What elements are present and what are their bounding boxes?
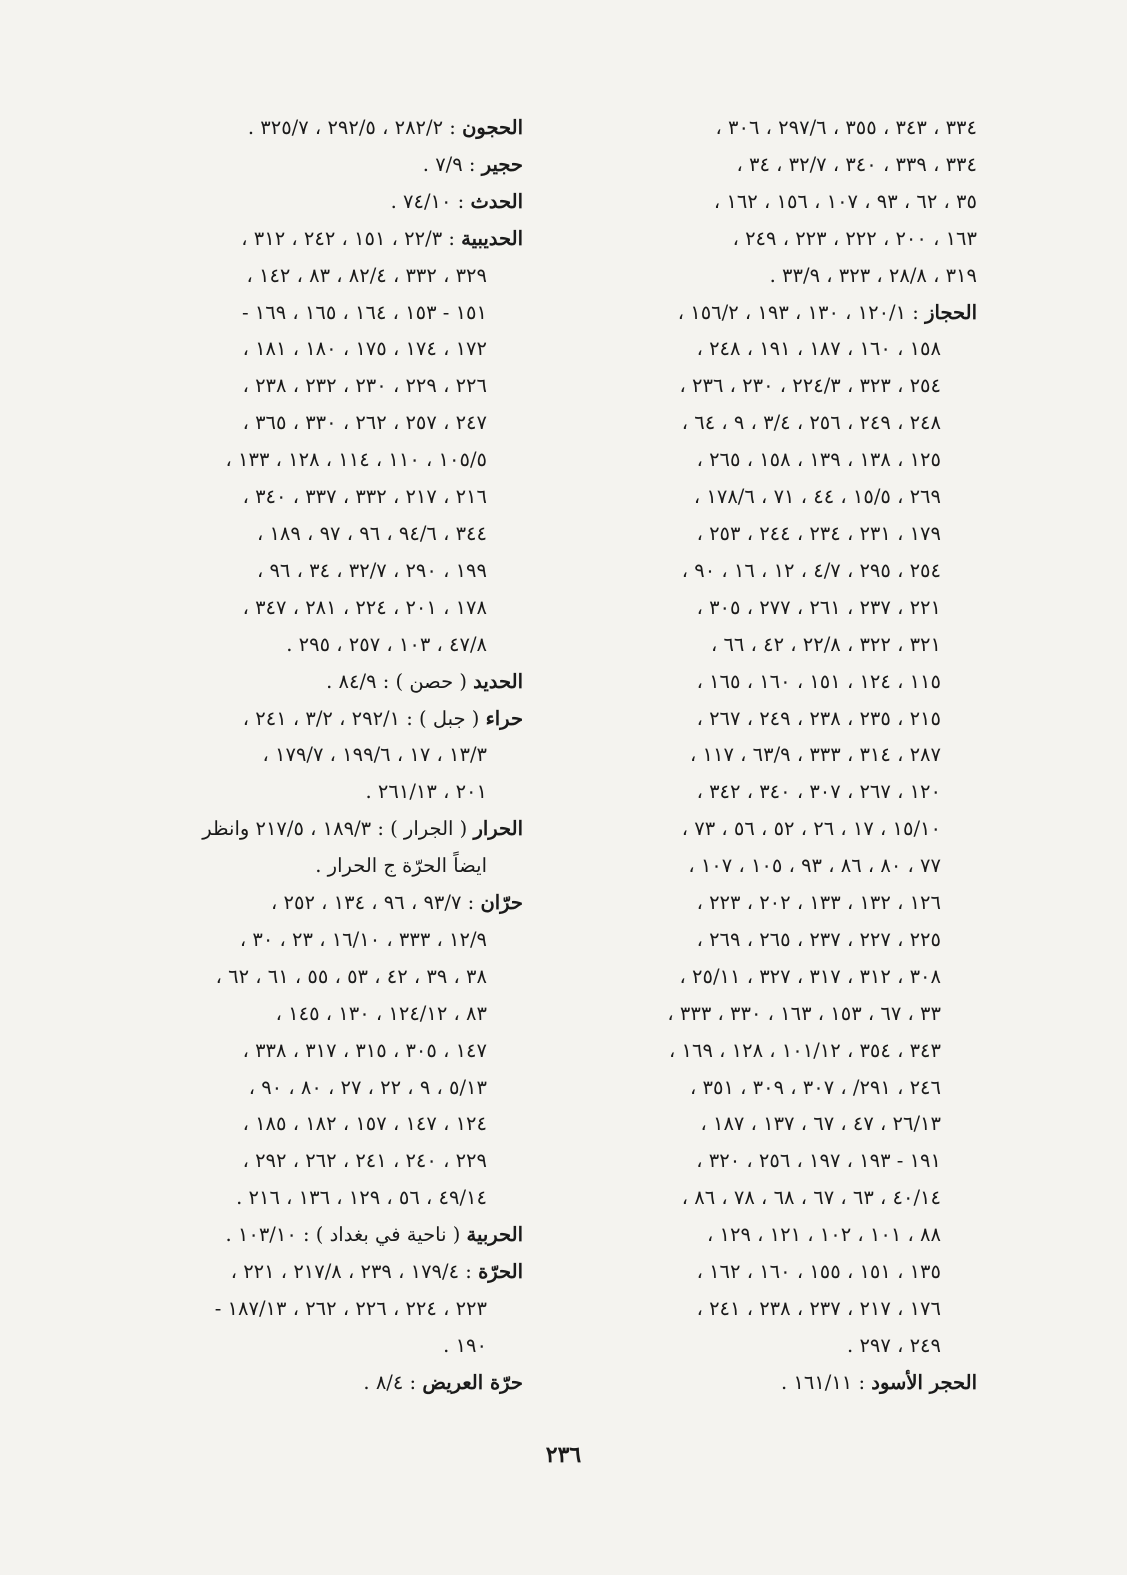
entry-references: : ٨/٤ . — [363, 1370, 417, 1394]
index-entry — [113, 701, 523, 812]
entry-continuation-line: ٤٩/١٤ ، ٥٦ ، ١٢٩ ، ١٣٦ ، ٢١٦ . — [236, 1186, 487, 1210]
entry-continuation-line: ١٩٩ ، ٢٩٠ ، ٣٢/٧ ، ٣٤ ، ٩٦ ، — [256, 558, 487, 582]
entry-first-line — [113, 110, 523, 147]
entry-term: الحربية — [466, 1223, 523, 1247]
entry-continuation-line: ١٩٠ . — [443, 1333, 487, 1357]
entry-continuation-line: ٧٧ ، ٨٠ ، ٨٦ ، ٩٣ ، ١٠٥ ، ١٠٧ ، — [688, 854, 941, 878]
entry-continuation-line: ٤٠/١٤ ، ٦٣ ، ٦٧ ، ٦٨ ، ٧٨ ، ٨٦ ، — [681, 1186, 941, 1210]
entry-continuation-line: ٣٥ ، ٦٢ ، ٩٣ ، ١٠٧ ، ١٥٦ ، ١٦٢ ، — [713, 189, 977, 213]
entry-references: ( الجرار ) : ١٨٩/٣ ، ٢١٧/٥ وانظر — [202, 817, 468, 841]
entry-continuation-line: ٢٤٩ ، ٢٩٧ . — [847, 1333, 941, 1357]
entry-continuation-line: ٢٢١ ، ٢٣٧ ، ٢٦١ ، ٢٧٧ ، ٣٠٥ ، — [696, 595, 941, 619]
entry-term: الحجر الأسود — [871, 1370, 977, 1394]
entry-continuation-line: ١٥/١٠ ، ١٧ ، ٢٦ ، ٥٢ ، ٥٦ ، ٧٣ ، — [681, 817, 941, 841]
entry-first-line — [113, 1217, 523, 1254]
entry-references: : ٢٨٢/٢ ، ٢٩٢/٥ ، ٣٢٥/٧ . — [247, 116, 456, 139]
entry-references: : ٩٣/٧ ، ٩٦ ، ١٣٤ ، ٢٥٢ ، — [271, 891, 475, 915]
entry-continuation-line: ٢٢٦ ، ٢٢٩ ، ٢٣٠ ، ٢٣٢ ، ٢٣٨ ، — [242, 374, 487, 398]
entry-continuation-line: ١٣٥ ، ١٥١ ، ١٥٥ ، ١٦٠ ، ١٦٢ ، — [696, 1260, 941, 1284]
entry-continuation-line: ١٩١ - ١٩٣ ، ١٩٧ ، ٢٥٦ ، ٣٢٠ ، — [696, 1149, 941, 1173]
index-entry — [577, 110, 977, 295]
right-column — [577, 110, 977, 1402]
index-entry — [577, 295, 977, 1365]
index-entry — [113, 1217, 523, 1254]
entry-references: : ١٢٠/١ ، ١٣٠ ، ١٩٣ ، ١٥٦/٢ ، — [677, 300, 919, 324]
entry-continuation-line: ١٢/٩ ، ٣٣٣ ، ١٦/١٠ ، ٢٣ ، ٣٠ ، — [239, 927, 487, 951]
entry-continuation-line: ٢٤٧ ، ٢٥٧ ، ٢٦٢ ، ٣٣٠ ، ٣٦٥ ، — [242, 411, 487, 435]
entry-references: : ١٧٩/٤ ، ٢٣٩ ، ٢١٧/٨ ، ٢٢١ ، — [230, 1260, 472, 1284]
entry-term: الحدث — [470, 189, 523, 213]
entry-continuation-line: ٢٦/١٣ ، ٤٧ ، ٦٧ ، ١٣٧ ، ١٨٧ ، — [700, 1112, 941, 1136]
entry-continuation-line: ٣٤٤ ، ٩٤/٦ ، ٩٦ ، ٩٧ ، ١٨٩ ، — [256, 521, 487, 545]
entry-continuation-line: ١٢٠ ، ٢٦٧ ، ٣٠٧ ، ٣٤٠ ، ٣٤٢ ، — [696, 780, 941, 804]
index-entry — [577, 1365, 977, 1402]
entry-term: الحرار — [473, 817, 523, 841]
entry-continuation-line: ٢٦٩ ، ١٥/٥ ، ٤٤ ، ٧١ ، ١٧٨/٦ ، — [693, 485, 941, 509]
index-entry — [113, 1254, 523, 1365]
entry-continuation-line: ١٧٢ ، ١٧٤ ، ١٧٥ ، ١٨٠ ، ١٨١ ، — [242, 337, 487, 361]
entry-continuation-line: ٢٢٥ ، ٢٢٧ ، ٢٣٧ ، ٢٦٥ ، ٢٦٩ ، — [696, 927, 941, 951]
entry-first-line — [113, 184, 523, 221]
entry-continuation-line: ٣٣٤ ، ٣٣٩ ، ٣٤٠ ، ٣٢/٧ ، ٣٤ ، — [736, 152, 977, 176]
index-entry — [113, 811, 523, 885]
index-entry — [113, 664, 523, 701]
left-column — [113, 110, 523, 1402]
entry-term: الحرّة — [478, 1260, 523, 1284]
entry-continuation-line: ٣٠٨ ، ٣١٢ ، ٣١٧ ، ٣٢٧ ، ٢٥/١١ ، — [679, 964, 941, 988]
entry-continuation-line: ٢٥٤ ، ٢٩٥ ، ٤/٧ ، ١٢ ، ١٦ ، ٩٠ ، — [681, 558, 941, 582]
entry-continuation-line: ١٢٤ ، ١٤٧ ، ١٥٧ ، ١٨٢ ، ١٨٥ ، — [242, 1112, 487, 1136]
entry-first-line — [113, 1254, 523, 1291]
entry-references: ( حصن ) : ٨٤/٩ . — [326, 669, 467, 693]
index-entry — [113, 221, 523, 664]
entry-term: حراء — [485, 706, 523, 730]
index-entry — [113, 1365, 523, 1402]
entry-references: ( ناحية في بغداد ) : ١٠٣/١٠ . — [225, 1223, 461, 1247]
entry-first-line — [577, 295, 977, 332]
entry-continuation-line: ٣٨ ، ٣٩ ، ٤٢ ، ٥٣ ، ٥٥ ، ٦١ ، ٦٢ ، — [215, 964, 487, 988]
entry-first-line — [113, 664, 523, 701]
entry-first-line — [113, 701, 523, 738]
entry-term: الحديبية — [461, 226, 523, 250]
entry-continuation-line: ٣٣٤ ، ٣٤٣ ، ٣٥٥ ، ٢٩٧/٦ ، ٣٠٦ ، — [715, 116, 977, 139]
entry-term: الحجاز — [925, 300, 977, 324]
entry-first-line — [113, 811, 523, 848]
entry-continuation-line: ٢٥٤ ، ٣٢٣ ، ٢٢٤/٣ ، ٢٣٠ ، ٢٣٦ ، — [679, 374, 941, 398]
entry-term: الحديد — [473, 669, 523, 693]
index-entry — [113, 147, 523, 184]
entry-continuation-line: ٣٤٣ ، ٣٥٤ ، ١٠١/١٢ ، ١٢٨ ، ١٦٩ ، — [669, 1038, 941, 1062]
entry-continuation-line: ١٧٨ ، ٢٠١ ، ٢٢٤ ، ٢٨١ ، ٣٤٧ ، — [242, 595, 487, 619]
entry-continuation-line: ١٥٨ ، ١٦٠ ، ١٨٧ ، ١٩١ ، ٢٤٨ ، — [696, 337, 941, 361]
entry-continuation-line: ١٧٩ ، ٢٣١ ، ٢٣٤ ، ٢٤٤ ، ٢٥٣ ، — [696, 521, 941, 545]
entry-references: : ٧٤/١٠ . — [390, 189, 465, 213]
entry-term: حرّان — [480, 891, 523, 915]
index-entry — [113, 184, 523, 221]
entry-term: حرّة العريض — [422, 1370, 523, 1394]
entry-continuation-line: ١٥١ - ١٥٣ ، ١٦٤ ، ١٦٥ ، ١٦٩ - — [241, 300, 487, 324]
entry-first-line — [113, 147, 523, 184]
entry-continuation-line: ٣٢١ ، ٣٢٢ ، ٢٢/٨ ، ٤٢ ، ٦٦ ، — [710, 632, 941, 656]
entry-first-line — [113, 221, 523, 258]
index-entry — [113, 885, 523, 1217]
index-entry — [113, 110, 523, 147]
entry-continuation-line: ٢٤٦ ، ٢٩١/ ، ٣٠٧ ، ٣٠٩ ، ٣٥١ ، — [690, 1075, 941, 1099]
entry-continuation-line: ٢١٦ ، ٢١٧ ، ٣٣٢ ، ٣٣٧ ، ٣٤٠ ، — [242, 485, 487, 509]
entry-continuation-line: ٢١٥ ، ٢٣٥ ، ٢٣٨ ، ٢٤٩ ، ٢٦٧ ، — [696, 706, 941, 730]
entry-continuation-line: ٣١٩ ، ٢٨/٨ ، ٣٢٣ ، ٣٣/٩ . — [769, 263, 977, 287]
entry-continuation-line: ٢٢٩ ، ٢٤٠ ، ٢٤١ ، ٢٦٢ ، ٢٩٢ ، — [242, 1149, 487, 1173]
entry-continuation-line: ١٠٥/٥ ، ١١٠ ، ١١٤ ، ١٢٨ ، ١٣٣ ، — [225, 448, 487, 472]
entry-references: : ٢٢/٣ ، ١٥١ ، ٢٤٢ ، ٣١٢ ، — [241, 226, 455, 250]
entry-continuation-line: ٤٧/٨ ، ١٠٣ ، ٢٥٧ ، ٢٩٥ . — [286, 632, 487, 656]
entry-first-line — [577, 1365, 977, 1402]
entry-continuation-line: ١١٥ ، ١٢٤ ، ١٥١ ، ١٦٠ ، ١٦٥ ، — [696, 669, 941, 693]
entry-references: : ١٦١/١١ . — [780, 1370, 866, 1394]
entry-continuation-line: ايضاً الحرّة ج الحرار . — [315, 854, 487, 878]
entry-continuation-line: ٢٨٧ ، ٣١٤ ، ٣٣٣ ، ٦٣/٩ ، ١١٧ ، — [690, 743, 941, 767]
entry-continuation-line: ١٦٣ ، ٢٠٠ ، ٢٢٢ ، ٢٢٣ ، ٢٤٩ ، — [732, 226, 977, 250]
entry-references: ( جبل ) : ٢٩٢/١ ، ٣/٢ ، ٢٤١ ، — [242, 706, 480, 730]
page-number: ٢٣٦ — [545, 1442, 582, 1468]
entry-first-line — [113, 885, 523, 922]
entry-continuation-line: ١٢٥ ، ١٣٨ ، ١٣٩ ، ١٥٨ ، ٢٦٥ ، — [696, 448, 941, 472]
entry-continuation-line: ٣٣ ، ٦٧ ، ١٥٣ ، ١٦٣ ، ٣٣٠ ، ٣٣٣ ، — [667, 1001, 941, 1025]
entry-continuation-line: ٢٢٣ ، ٢٢٤ ، ٢٢٦ ، ٢٦٢ ، ١٨٧/١٣ - — [214, 1297, 487, 1320]
entry-first-line — [113, 1365, 523, 1402]
entry-term: الحجون — [462, 116, 523, 139]
entry-continuation-line: ٢٤٨ ، ٢٤٩ ، ٢٥٦ ، ٣/٤ ، ٩ ، ٦٤ ، — [681, 411, 941, 435]
entry-continuation-line: ١٧٦ ، ٢١٧ ، ٢٣٧ ، ٢٣٨ ، ٢٤١ ، — [696, 1297, 941, 1320]
entry-continuation-line: ١٣/٣ ، ١٧ ، ١٩٩/٦ ، ١٧٩/٧ ، — [262, 743, 487, 767]
entry-continuation-line: ١٢٦ ، ١٣٢ ، ١٣٣ ، ٢٠٢ ، ٢٢٣ ، — [696, 891, 941, 915]
entry-continuation-line: ٥/١٣ ، ٩ ، ٢٢ ، ٢٧ ، ٨٠ ، ٩٠ ، — [248, 1075, 487, 1099]
entry-continuation-line: ٣٢٩ ، ٣٣٢ ، ٨٢/٤ ، ٨٣ ، ١٤٢ ، — [246, 263, 487, 287]
entry-term: حجير — [481, 152, 523, 176]
entry-references: : ٧/٩ . — [422, 152, 476, 176]
entry-continuation-line: ١٤٧ ، ٣٠٥ ، ٣١٥ ، ٣١٧ ، ٣٣٨ ، — [242, 1038, 487, 1062]
entry-continuation-line: ٢٠١ ، ٢٦١/١٣ . — [365, 780, 487, 804]
entry-continuation-line: ٨٨ ، ١٠١ ، ١٠٢ ، ١٢١ ، ١٢٩ ، — [707, 1223, 941, 1247]
entry-continuation-line: ٨٣ ، ١٢٤/١٢ ، ١٣٠ ، ١٤٥ ، — [275, 1001, 487, 1025]
